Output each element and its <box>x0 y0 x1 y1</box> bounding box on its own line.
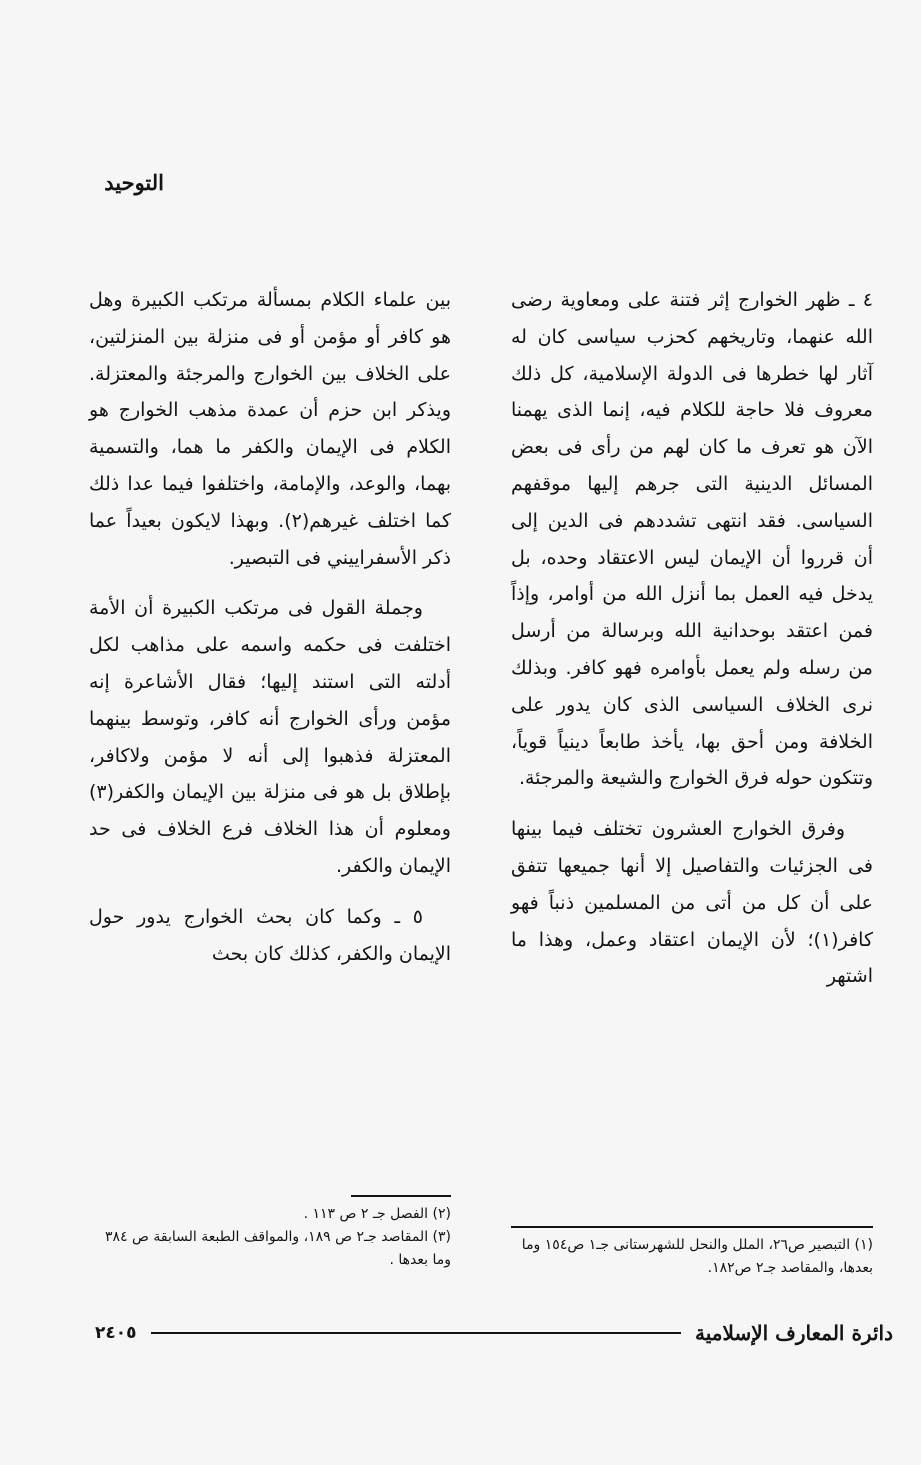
footer-title: دائرة المعارف الإسلامية <box>695 1321 893 1345</box>
footnote-1: (١) التبصير ص٢٦، الملل والنحل للشهرستانى جـ١ ص١٥٤ وما بعدها، والمقاصد جـ٢ ص١٨٢. <box>521 1237 873 1276</box>
footnote-divider <box>351 1195 451 1197</box>
running-head-title: التوحيد <box>104 170 164 195</box>
footnotes-left <box>89 1195 451 1272</box>
page-footer <box>95 1318 893 1348</box>
paragraph-major-sinner-debate: بين علماء الكلام بمسألة مرتكب الكبيرة وهل هو كافر أو مؤمن أو فى منزلة بين المنزلتين، على الخلاف بين الخوارج والمرجئة والمعتزلة. ويذكر ابن حزم أن عمدة مذهب الخوارج هو الكلام فى الإيمان والكفر ما هما، والتسمية بهما، والوعد، والإمامة، واختلفوا فيما عدا ذلك كما اختلف غيرهم(٢). وبهذا لايكون بعيداً عما ذكر الأسفراييني فى التبصير. <box>89 289 451 569</box>
footnote-2: (٢) الفصل جـ ٢ ص ١١٣ . <box>303 1206 451 1222</box>
text-column-left <box>89 282 451 972</box>
paragraph-summary: وجملة القول فى مرتكب الكبيرة أن الأمة اختلفت فى حكمه واسمه على مذاهب لكل أدلته التى استند إليها؛ فقال الأشاعرة إنه مؤمن ورأى الخوارج أنه كافر، وتوسط بينهما المعتزلة فذهبوا إلى أنه لا مؤمن ولاكافر، بإطلاق بل هو فى منزلة بين الإيمان والكفر(٣) ومعلوم أن هذا الخلاف فرع الخلاف فى حد الإيمان والكفر. <box>89 597 451 877</box>
text-column-right <box>511 282 873 995</box>
paragraph-section-5: ٥ ـ وكما كان بحث الخوارج يدور حول الإيمان والكفر، كذلك كان بحث <box>89 905 451 965</box>
footnote-divider <box>511 1226 873 1228</box>
paragraph-section-4: ٤ ـ ظهر الخوارج إثر فتنة على ومعاوية رضى الله عنهما، وتاريخهم كحزب سياسى كان له آثار لها خطرها فى الدولة الإسلامية، كل ذلك معروف فلا حاجة للكلام فيه، إنما الذى يهمنا الآن هو تعرف ما كان لهم من رأى فى بعض المسائل الدينية التى جرهم إليها موقفهم السياسى. فقد انتهى تشددهم فى الدين إلى أن قرروا أن الإيمان ليس الاعتقاد وحده، بل يدخل فيه العمل بما أنزل الله من أوامر، وإذاً فمن اعتقد بوحدانية الله وبرسالة من أرسل من رسله ولم يعمل بأوامره فهو كافر. وبذلك نرى الخلاف السياسى الذى كان يدور على الخلافة ومن أحق بها، يأخذ طابعاً دينياً قوياً، وتتكون حوله فرق الخوارج والشيعة والمرجئة. <box>511 289 873 790</box>
footer-rule <box>151 1332 682 1334</box>
footnotes-right <box>511 1226 873 1280</box>
footnote-3: (٣) المقاصد جـ٢ ص ١٨٩، والمواقف الطبعة السابقة ص ٣٨٤ وما بعدها . <box>105 1229 451 1268</box>
page-number: ٢٤٠٥ <box>95 1323 137 1343</box>
paragraph-kharijite-sects: وفرق الخوارج العشرون تختلف فيما بينها فى الجزئيات والتفاصيل إلا أنها جميعها تتفق على أن كل من أتى من المسلمين ذنباً فهو كافر(١)؛ لأن الإيمان اعتقاد وعمل، وهذا ما اشتهر <box>511 818 873 988</box>
